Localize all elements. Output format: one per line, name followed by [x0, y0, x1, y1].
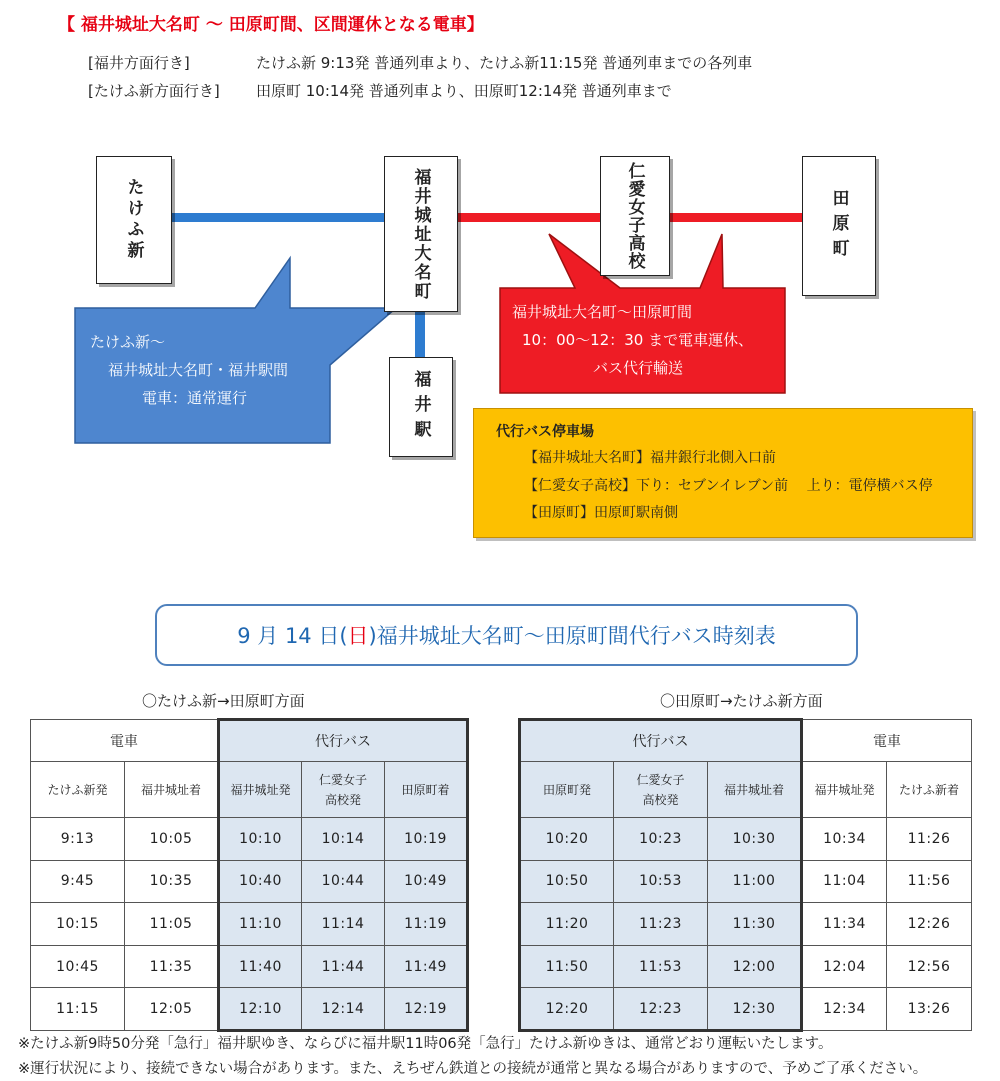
station-label: 福井城址大名町	[410, 167, 431, 301]
time-cell: 12:20	[520, 988, 614, 1031]
time-cell: 11:15	[31, 988, 125, 1031]
time-cell: 10:19	[385, 818, 468, 861]
banner-date: 9 月 14 日(	[237, 624, 348, 648]
time-cell: 11:53	[614, 945, 708, 988]
station-fukui-eki	[389, 357, 453, 457]
time-cell: 12:30	[708, 988, 802, 1031]
time-cell: 13:26	[887, 988, 972, 1031]
time-cell: 11:05	[125, 903, 219, 946]
time-cell: 9:45	[31, 860, 125, 903]
time-cell: 10:44	[302, 860, 385, 903]
callout-red-line-2: 10：00～12：30 まで電車運休、	[522, 331, 754, 349]
time-cell: 11:00	[708, 860, 802, 903]
service-direction: [たけふ新方面行き]	[88, 82, 220, 100]
time-cell: 11:30	[708, 903, 802, 946]
time-cell: 11:23	[614, 903, 708, 946]
time-cell: 11:56	[887, 860, 972, 903]
table-row	[520, 903, 972, 946]
footnote-1: ※たけふ新9時50分発「急行」福井駅ゆき、ならびに福井駅11時06発「急行」たけふ新ゆきは、通常どおり運転いたします。	[18, 1036, 833, 1052]
time-cell: 10:23	[614, 818, 708, 861]
station-takefu-shin	[96, 156, 172, 284]
bus-stop-item: 【田原町】田原町駅南側	[524, 505, 678, 521]
time-cell: 12:34	[802, 988, 887, 1031]
banner-day: 日	[347, 624, 369, 648]
bus-stop-info	[473, 408, 973, 538]
station-label: たけふ新	[123, 178, 144, 262]
service-direction: [福井方面行き]	[88, 54, 190, 72]
time-cell: 10:50	[520, 860, 614, 903]
time-cell: 10:53	[614, 860, 708, 903]
time-cell: 11:49	[385, 945, 468, 988]
direction-label-right: 〇田原町→たけふ新方面	[660, 692, 823, 710]
column-header: 福井城址発	[219, 762, 302, 818]
station-label: 田原町	[828, 188, 849, 264]
time-cell: 11:20	[520, 903, 614, 946]
time-cell: 11:44	[302, 945, 385, 988]
station-label: 福井駅	[410, 369, 431, 445]
time-cell: 12:00	[708, 945, 802, 988]
column-header: 田原町着	[385, 762, 468, 818]
station-tawaramachi	[802, 156, 876, 296]
callout-blue-line-1: たけふ新～	[90, 333, 166, 351]
timetable-left	[30, 718, 469, 1032]
time-cell: 11:19	[385, 903, 468, 946]
column-header: 仁愛女子 高校発	[614, 762, 708, 818]
table-row	[520, 860, 972, 903]
footnote-2: ※運行状況により、接続できない場合があります。また、えちぜん鉄道との接続が通常と異なる場合がありますので、予めご了承ください。	[18, 1061, 928, 1077]
group-header-bus: 代行バス	[520, 720, 802, 762]
table-row	[31, 945, 468, 988]
table-row	[31, 860, 468, 903]
time-cell: 10:10	[219, 818, 302, 861]
time-cell: 11:35	[125, 945, 219, 988]
station-fukui-joshi-daimyomachi	[384, 156, 458, 312]
time-cell: 10:35	[125, 860, 219, 903]
time-cell: 12:23	[614, 988, 708, 1031]
time-cell: 11:04	[802, 860, 887, 903]
time-cell: 10:20	[520, 818, 614, 861]
service-detail: たけふ新 9:13発 普通列車より、たけふ新11:15発 普通列車までの各列車	[256, 54, 753, 72]
column-header: 仁愛女子 高校発	[302, 762, 385, 818]
station-jinai-joshi-koko	[600, 156, 670, 276]
time-cell: 12:19	[385, 988, 468, 1031]
service-detail: 田原町 10:14発 普通列車より、田原町12:14発 普通列車まで	[256, 82, 672, 100]
time-cell: 11:10	[219, 903, 302, 946]
timetable-banner	[155, 604, 858, 666]
time-cell: 11:50	[520, 945, 614, 988]
column-header: たけふ新着	[887, 762, 972, 818]
time-cell: 12:05	[125, 988, 219, 1031]
time-cell: 10:34	[802, 818, 887, 861]
time-cell: 11:40	[219, 945, 302, 988]
time-cell: 12:14	[302, 988, 385, 1031]
group-header-bus: 代行バス	[219, 720, 468, 762]
time-cell: 10:45	[31, 945, 125, 988]
time-cell: 11:14	[302, 903, 385, 946]
table-row	[31, 988, 468, 1031]
table-row	[31, 818, 468, 861]
time-cell: 10:30	[708, 818, 802, 861]
table-row	[31, 903, 468, 946]
page-title: 【 福井城址大名町 ～ 田原町間、区間運休となる電車】	[58, 15, 484, 35]
time-cell: 10:14	[302, 818, 385, 861]
bus-stop-item: 【福井城址大名町】福井銀行北側入口前	[524, 450, 776, 466]
time-cell: 12:56	[887, 945, 972, 988]
station-label: 仁愛女子高校	[624, 162, 645, 270]
time-cell: 10:40	[219, 860, 302, 903]
bus-stop-item: 【仁愛女子高校】下り：セブンイレブン前 上り：電停横バス停	[524, 478, 933, 494]
time-cell: 10:05	[125, 818, 219, 861]
time-cell: 10:15	[31, 903, 125, 946]
group-header-train: 電車	[802, 720, 972, 762]
callout-red-line-1: 福井城址大名町～田原町間	[512, 303, 693, 321]
column-header: 田原町発	[520, 762, 614, 818]
time-cell: 9:13	[31, 818, 125, 861]
timetable-right	[518, 718, 972, 1032]
time-cell: 12:26	[887, 903, 972, 946]
time-cell: 12:10	[219, 988, 302, 1031]
time-cell: 10:49	[385, 860, 468, 903]
table-row	[520, 818, 972, 861]
time-cell: 12:04	[802, 945, 887, 988]
column-header: 福井城址着	[708, 762, 802, 818]
banner-title: )福井城址大名町～田原町間代行バス時刻表	[368, 624, 776, 648]
table-row	[520, 988, 972, 1031]
column-header: たけふ新発	[31, 762, 125, 818]
column-header: 福井城址発	[802, 762, 887, 818]
direction-label-left: 〇たけふ新→田原町方面	[142, 692, 305, 710]
table-row	[520, 945, 972, 988]
callout-blue-line-3: 電車：通常運行	[142, 389, 248, 407]
bus-stop-heading: 代行バス停車場	[496, 424, 594, 440]
column-header: 福井城址着	[125, 762, 219, 818]
callout-blue-line-2: 福井城址大名町・福井駅間	[108, 361, 289, 379]
time-cell: 11:34	[802, 903, 887, 946]
time-cell: 11:26	[887, 818, 972, 861]
callout-red-line-3: バス代行輸送	[593, 359, 684, 377]
group-header-train: 電車	[31, 720, 219, 762]
